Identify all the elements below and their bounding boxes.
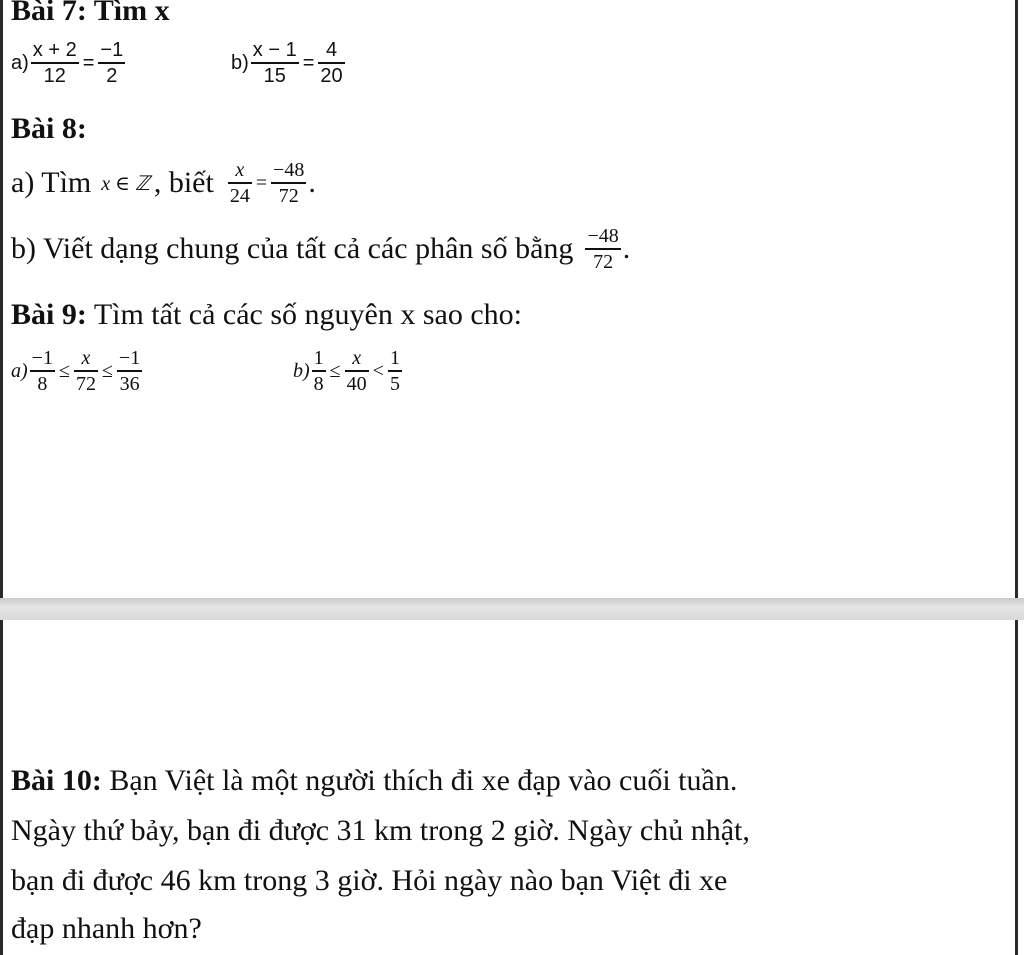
bai9-part-b: b) $\frac{1}{8}$ ≤ $\frac{x}{40}$ < $\frac{1}{5}$ <box>293 347 400 395</box>
bai7-a-label: a) <box>11 51 29 74</box>
bai8-part-b: b) Viết dạng chung của tất cả các phân số bằng $\frac{-48}{72}$ . <box>11 225 631 273</box>
bai8-b-fraction: $\frac{-48}{72}$ <box>587 225 619 273</box>
bai7-part-a: a) $\frac{x + 2}{12}$ = $\frac{-1}{2}$ <box>11 39 124 87</box>
bai7-part-b: b) $\frac{x - 1}{15}$ = $\frac{4}{20}$ <box>231 39 343 87</box>
bai10-line-4: đạp nhanh hơn? <box>11 912 202 945</box>
bai9-b-fraction-1: $\frac{1}{8}$ <box>313 347 324 395</box>
bai9-a-fraction-2: $\frac{x}{72}$ <box>75 347 96 395</box>
bai10-line-1: Bài 10: Bạn Việt là một người thích đi xe đạp vào cuối tuần. <box>11 764 738 797</box>
bai7-b-left-fraction: $\frac{x - 1}{15}$ <box>252 39 297 87</box>
bai8-a-fraction-value: $\frac{-48}{72}$ <box>273 159 305 207</box>
bai8-a-fraction-x: $\frac{x}{24}$ <box>229 159 250 207</box>
bai7-b-right-fraction: $\frac{4}{20}$ <box>320 39 343 87</box>
page-divider <box>0 598 1024 620</box>
bai8-part-a: a) Tìm x ∈ ℤ , biết $\frac{x}{24}$ = $\frac{-48}{72}$ . <box>11 159 316 207</box>
bai9-b-fraction-3: $\frac{1}{5}$ <box>389 347 400 395</box>
bai7-title: Bài 7: Tìm x <box>11 0 170 27</box>
bai7-a-left-fraction: $\frac{x + 2}{12}$ <box>32 39 77 87</box>
bai9-part-a: a) $\frac{-1}{8}$ ≤ $\frac{x}{72}$ ≤ $\frac{-1}{36}$ <box>11 347 141 395</box>
bai9-b-fraction-2: $\frac{x}{40}$ <box>346 347 367 395</box>
bai8-title: Bài 8: <box>11 112 87 145</box>
bai10-line-3: bạn đi được 46 km trong 3 giờ. Hỏi ngày nào bạn Việt đi xe <box>11 864 728 897</box>
bai10-line-2: Ngày thứ bảy, bạn đi được 31 km trong 2 giờ. Ngày chủ nhật, <box>11 814 750 847</box>
bai7-b-label: b) <box>231 51 249 74</box>
bai7-a-right-fraction: $\frac{-1}{2}$ <box>100 39 124 87</box>
bai9-a-fraction-1: $\frac{-1}{8}$ <box>31 347 53 395</box>
bai9-title: Bài 9: Tìm tất cả các số nguyên x sao cho: <box>11 298 523 331</box>
bai9-a-fraction-3: $\frac{-1}{36}$ <box>118 347 141 395</box>
